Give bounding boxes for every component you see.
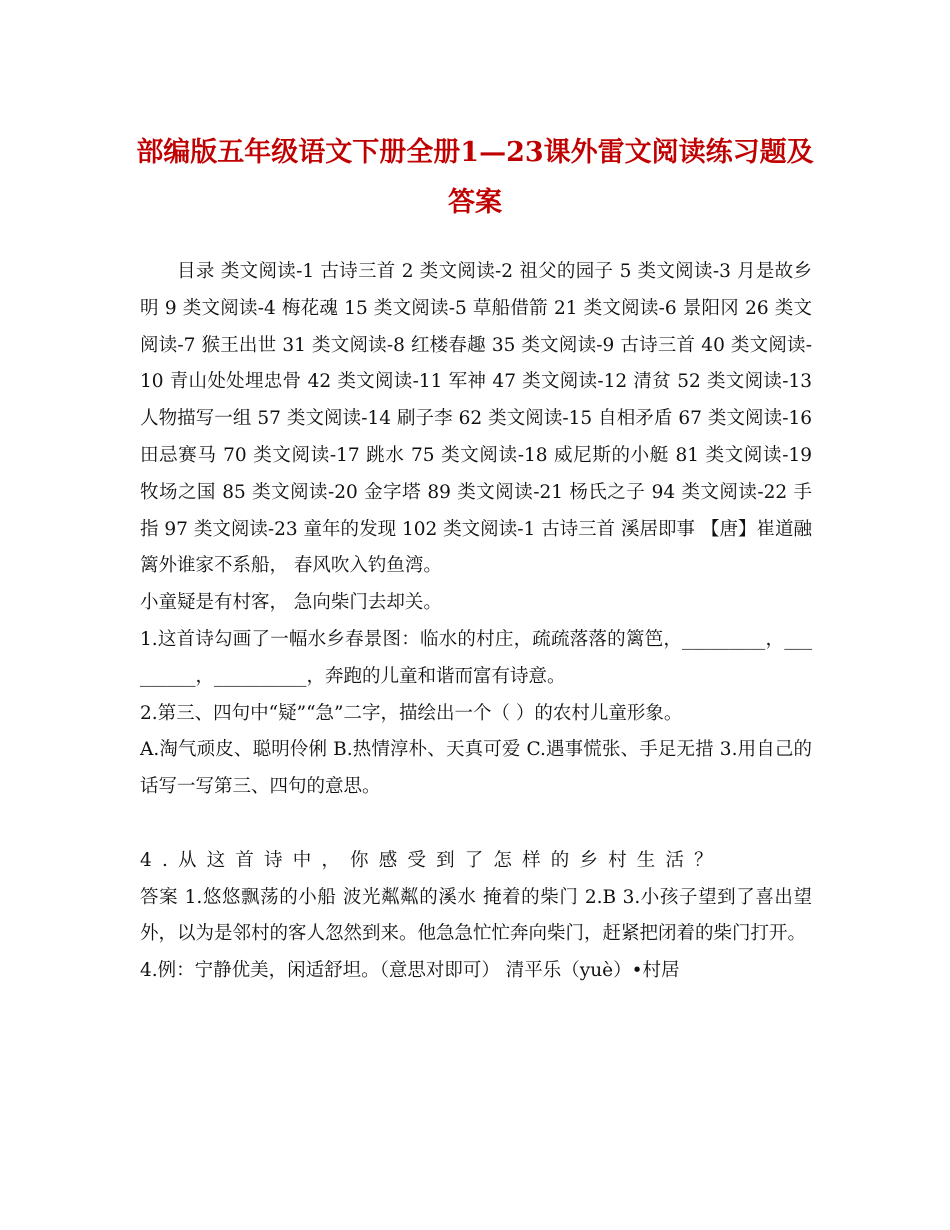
- document-body: [140, 254, 812, 990]
- table-of-contents-paragraph: 目录 类文阅读-1 古诗三首 2 类文阅读-2 祖父的园子 5 类文阅读-3 月是故乡明 9 类文阅读-4 梅花魂 15 类文阅读-5 草船借箭 21 类文阅读-6 景阳冈 26 类文阅读-7 猴王出世 31 类文阅读-8 红楼春趣 35 类文阅读-9 古诗三首 40 类文阅读-10 青山处处埋忠骨 42 类文阅读-11 军神 47 类文阅读-12 清贫 52 类文阅读-13 人物描写一组 57 类文阅读-14 刷子李 62 类文阅读-15 自相矛盾 67 类文阅读-16 田忌赛马 70 类文阅读-17 跳水 75 类文阅读-18 威尼斯的小艇 81 类文阅读-19 牧场之国 85 类文阅读-20 金字塔 89 类文阅读-21 杨氏之子 94 类文阅读-22 手指 97 类文阅读-23 童年的发现 102 类文阅读-1 古诗三首 溪居即事 【唐】崔道融 篱外谁家不系船， 春风吹入钓鱼湾。: [140, 261, 812, 577]
- answer-4-paragraph: 4.例：宁静优美，闲适舒坦。（意思对即可） 清平乐（yuè）•村居: [140, 960, 680, 982]
- question-options-paragraph: A.淘气顽皮、聪明伶俐 B.热情淳朴、天真可爱 C.遇事慌张、手足无措 3.用自己的话写一写第三、四句的意思。: [140, 739, 812, 798]
- question-1-paragraph: 1.这首诗勾画了一幅水乡春景图：临水的村庄，疏疏落落的篱笆，_________，_________，__________，奔跑的儿童和谐而富有诗意。: [140, 628, 812, 687]
- question-2-paragraph: 2.第三、四句中“疑”“急”二字，描绘出一个（ ）的农村儿童形象。: [140, 702, 683, 724]
- document-title: 部编版五年级语文下册全册1—23课外雷文阅读练习题及答案: [136, 137, 814, 218]
- answers-paragraph: 答案 1.悠悠飘荡的小船 波光粼粼的溪水 掩着的柴门 2.B 3.小孩子望到了喜出望外，以为是邻村的客人忽然到来。他急急忙忙奔向柴门，赶紧把闭着的柴门打开。: [140, 886, 812, 945]
- question-4-paragraph: 4.从这首诗中，你感受到了怎样的乡村生活？: [140, 849, 723, 871]
- poem-line-paragraph: 小童疑是有村客， 急向柴门去却关。: [140, 592, 442, 614]
- paragraph-spacer: [140, 806, 812, 843]
